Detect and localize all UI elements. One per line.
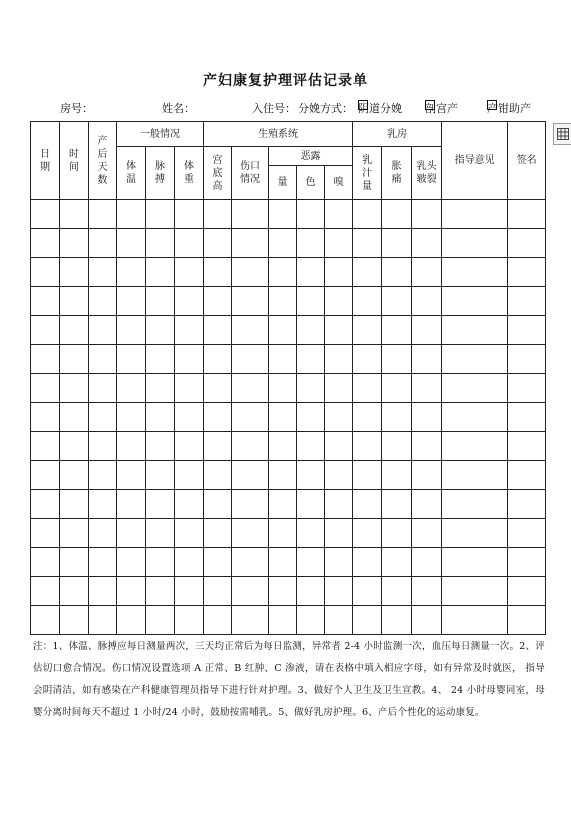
table-cell[interactable]: [31, 374, 60, 403]
table-cell[interactable]: [204, 461, 232, 490]
header-signature: 签名: [508, 122, 546, 200]
table-cell[interactable]: [382, 200, 412, 229]
table-cell[interactable]: [117, 606, 146, 635]
table-cell[interactable]: [31, 606, 60, 635]
table-cell[interactable]: [353, 345, 382, 374]
table-cell[interactable]: [31, 200, 60, 229]
table-cell[interactable]: [297, 461, 325, 490]
assessment-table: [30, 121, 546, 635]
table-cell[interactable]: [175, 403, 204, 432]
table-cell[interactable]: [204, 548, 232, 577]
header-time: 时间: [60, 122, 89, 200]
table-cell[interactable]: [412, 577, 442, 606]
table-cell[interactable]: [204, 403, 232, 432]
table-cell[interactable]: [412, 316, 442, 345]
table-cell[interactable]: [353, 490, 382, 519]
table-cell[interactable]: [353, 461, 382, 490]
table-cell[interactable]: [60, 548, 89, 577]
table-cell[interactable]: [442, 577, 508, 606]
table-cell[interactable]: [269, 287, 297, 316]
table-cell[interactable]: [353, 403, 382, 432]
table-cell[interactable]: [353, 316, 382, 345]
table-cell[interactable]: [146, 287, 175, 316]
table-cell[interactable]: [117, 519, 146, 548]
table-cell[interactable]: [204, 345, 232, 374]
table-cell[interactable]: [146, 345, 175, 374]
table-cell[interactable]: [89, 229, 117, 258]
table-cell[interactable]: [353, 200, 382, 229]
table-cell[interactable]: [325, 403, 353, 432]
header-nipple-crack: 乳头皲裂: [412, 147, 442, 200]
table-cell[interactable]: [442, 229, 508, 258]
table-cell[interactable]: [31, 403, 60, 432]
table-cell[interactable]: [89, 519, 117, 548]
table-cell[interactable]: [89, 316, 117, 345]
table-cell[interactable]: [117, 374, 146, 403]
table-cell[interactable]: [269, 200, 297, 229]
table-cell[interactable]: [508, 229, 546, 258]
table-cell[interactable]: [60, 287, 89, 316]
table-icon[interactable]: [553, 123, 571, 145]
table-cell[interactable]: [297, 519, 325, 548]
table-cell[interactable]: [117, 229, 146, 258]
table-row: [31, 461, 546, 490]
table-cell[interactable]: [508, 461, 546, 490]
table-cell[interactable]: [232, 374, 269, 403]
table-cell[interactable]: [175, 287, 204, 316]
table-cell[interactable]: [146, 229, 175, 258]
table-cell[interactable]: [232, 229, 269, 258]
table-cell[interactable]: [508, 374, 546, 403]
table-cell[interactable]: [353, 432, 382, 461]
table-cell[interactable]: [175, 519, 204, 548]
table-cell[interactable]: [60, 345, 89, 374]
header-general: 一般情况: [117, 122, 204, 147]
table-cell[interactable]: [89, 490, 117, 519]
table-cell[interactable]: [442, 461, 508, 490]
table-cell[interactable]: [60, 490, 89, 519]
table-cell[interactable]: [269, 606, 297, 635]
table-cell[interactable]: [175, 374, 204, 403]
name-label: 姓名：: [162, 102, 195, 115]
table-cell[interactable]: [204, 374, 232, 403]
table-cell[interactable]: [269, 258, 297, 287]
table-cell[interactable]: [175, 316, 204, 345]
table-cell[interactable]: [382, 345, 412, 374]
table-cell[interactable]: [175, 606, 204, 635]
table-cell[interactable]: [269, 374, 297, 403]
table-cell[interactable]: [297, 316, 325, 345]
table-cell[interactable]: [353, 548, 382, 577]
table-cell[interactable]: [89, 548, 117, 577]
table-cell[interactable]: [31, 316, 60, 345]
table-cell[interactable]: [412, 345, 442, 374]
table-cell[interactable]: [269, 548, 297, 577]
table-cell[interactable]: [117, 403, 146, 432]
table-cell[interactable]: [442, 548, 508, 577]
table-cell[interactable]: [31, 229, 60, 258]
table-cell[interactable]: [117, 432, 146, 461]
table-cell[interactable]: [412, 606, 442, 635]
table-cell[interactable]: [117, 258, 146, 287]
table-cell[interactable]: [508, 548, 546, 577]
table-cell[interactable]: [204, 287, 232, 316]
table-cell[interactable]: [442, 200, 508, 229]
table-cell[interactable]: [269, 432, 297, 461]
table-cell[interactable]: [382, 606, 412, 635]
table-cell[interactable]: [89, 287, 117, 316]
table-cell[interactable]: [412, 258, 442, 287]
delivery-option-vaginal[interactable]: 阴道分娩: [358, 102, 402, 115]
table-cell[interactable]: [89, 577, 117, 606]
table-cell[interactable]: [31, 577, 60, 606]
table-grid-icon: [557, 128, 569, 140]
table-cell[interactable]: [508, 577, 546, 606]
table-row: [31, 229, 546, 258]
table-cell[interactable]: [297, 490, 325, 519]
table-cell[interactable]: [297, 548, 325, 577]
table-cell[interactable]: [325, 577, 353, 606]
table-cell[interactable]: [31, 287, 60, 316]
table-cell[interactable]: [60, 229, 89, 258]
checkbox-icon[interactable]: [358, 100, 368, 110]
table-cell[interactable]: [442, 490, 508, 519]
checkbox-icon[interactable]: [487, 100, 497, 110]
table-cell[interactable]: [204, 577, 232, 606]
table-cell[interactable]: [204, 258, 232, 287]
table-cell[interactable]: [31, 345, 60, 374]
table-cell[interactable]: [232, 316, 269, 345]
table-cell[interactable]: [204, 432, 232, 461]
table-row: [31, 287, 546, 316]
table-cell[interactable]: [204, 490, 232, 519]
table-cell[interactable]: [297, 229, 325, 258]
table-cell[interactable]: [508, 432, 546, 461]
table-cell[interactable]: [232, 490, 269, 519]
table-cell[interactable]: [382, 316, 412, 345]
table-cell[interactable]: [175, 229, 204, 258]
table-cell[interactable]: [60, 258, 89, 287]
table-cell[interactable]: [382, 577, 412, 606]
delivery-option-forceps[interactable]: 产钳助产: [487, 102, 531, 115]
table-row: [31, 345, 546, 374]
table-row: [31, 577, 546, 606]
table-cell[interactable]: [31, 258, 60, 287]
table-cell[interactable]: [117, 200, 146, 229]
table-cell[interactable]: [442, 345, 508, 374]
header-pulse: 脉搏: [146, 147, 175, 200]
table-cell[interactable]: [146, 548, 175, 577]
header-fundal-height: 宫底高: [204, 147, 232, 200]
table-cell[interactable]: [325, 287, 353, 316]
header-milk-volume: 乳汁量: [353, 147, 382, 200]
table-cell[interactable]: [382, 374, 412, 403]
table-cell[interactable]: [175, 548, 204, 577]
table-row: [31, 258, 546, 287]
table-cell[interactable]: [325, 548, 353, 577]
table-row: [31, 606, 546, 635]
table-cell[interactable]: [60, 374, 89, 403]
table-cell[interactable]: [60, 403, 89, 432]
table-cell[interactable]: [117, 577, 146, 606]
header-guidance: 指导意见: [442, 122, 508, 200]
table-row: [31, 316, 546, 345]
table-cell[interactable]: [508, 345, 546, 374]
table-cell[interactable]: [297, 432, 325, 461]
patient-info-line: [60, 100, 560, 116]
table-cell[interactable]: [232, 577, 269, 606]
table-cell[interactable]: [325, 461, 353, 490]
table-cell[interactable]: [204, 200, 232, 229]
table-cell[interactable]: [269, 577, 297, 606]
table-cell[interactable]: [382, 461, 412, 490]
delivery-option-cesarean[interactable]: 剖宫产: [425, 102, 458, 115]
table-cell[interactable]: [232, 287, 269, 316]
table-cell[interactable]: [442, 432, 508, 461]
table-cell[interactable]: [412, 548, 442, 577]
table-cell[interactable]: [232, 606, 269, 635]
checkbox-icon[interactable]: [425, 100, 435, 110]
table-cell[interactable]: [353, 229, 382, 258]
table-cell[interactable]: [442, 258, 508, 287]
footnotes: 注：1、体温、脉搏应每日测量两次，三天均正常后为每日监测，异常者 2-4 小时监测一次，血压每日测量一次。2、评估切口愈合情况。伤口情况设置选项 A 正常、B 红肿、C 渗液，请在表格中填入相应字母，如有异常及时就医， 指导会阴清洁，如有感染在产科健康管理员指导下进行针对护理。3、做好个人卫生及卫生宣教。4、 24 小时母婴同室，母婴分离时间每天不超过 1 小时/24 小时，鼓励按需哺乳。5、做好乳房护理。6、产后个性化的运动康复。: [33, 641, 545, 718]
table-cell[interactable]: [232, 200, 269, 229]
header-lochia-color: 色: [297, 166, 325, 200]
header-lochia-smell: 嗅: [325, 166, 353, 200]
table-cell[interactable]: [117, 287, 146, 316]
table-cell[interactable]: [353, 577, 382, 606]
table-cell[interactable]: [297, 345, 325, 374]
table-cell[interactable]: [117, 548, 146, 577]
table-cell[interactable]: [442, 606, 508, 635]
table-cell[interactable]: [442, 403, 508, 432]
table-cell[interactable]: [382, 490, 412, 519]
table-cell[interactable]: [89, 432, 117, 461]
header-temperature: 体温: [117, 147, 146, 200]
table-cell[interactable]: [269, 316, 297, 345]
table-cell[interactable]: [175, 432, 204, 461]
table-cell[interactable]: [89, 374, 117, 403]
table-cell[interactable]: [442, 316, 508, 345]
table-cell[interactable]: [232, 403, 269, 432]
header-lochia: 恶露: [269, 147, 353, 166]
table-cell[interactable]: [89, 403, 117, 432]
table-cell[interactable]: [353, 287, 382, 316]
header-wound: 伤口情况: [232, 147, 269, 200]
table-cell[interactable]: [175, 258, 204, 287]
table-cell[interactable]: [204, 316, 232, 345]
table-cell[interactable]: [146, 490, 175, 519]
delivery-label: 分娩方式：: [298, 102, 353, 115]
table-cell[interactable]: [412, 200, 442, 229]
table-cell[interactable]: [89, 606, 117, 635]
table-cell[interactable]: [508, 606, 546, 635]
table-cell[interactable]: [325, 229, 353, 258]
table-cell[interactable]: [508, 200, 546, 229]
table-cell[interactable]: [412, 490, 442, 519]
table-cell[interactable]: [508, 258, 546, 287]
table-cell[interactable]: [325, 345, 353, 374]
table-cell[interactable]: [146, 606, 175, 635]
table-cell[interactable]: [232, 258, 269, 287]
table-cell[interactable]: [232, 461, 269, 490]
table-cell[interactable]: [60, 432, 89, 461]
header-engorgement: 胀痛: [382, 147, 412, 200]
table-cell[interactable]: [146, 432, 175, 461]
table-cell[interactable]: [117, 316, 146, 345]
header-date: 日期: [31, 122, 60, 200]
table-cell[interactable]: [412, 374, 442, 403]
table-cell[interactable]: [117, 461, 146, 490]
table-cell[interactable]: [232, 432, 269, 461]
table-cell[interactable]: [297, 200, 325, 229]
table-cell[interactable]: [89, 258, 117, 287]
table-cell[interactable]: [60, 461, 89, 490]
table-cell[interactable]: [89, 345, 117, 374]
table-cell[interactable]: [382, 432, 412, 461]
table-cell[interactable]: [297, 374, 325, 403]
table-cell[interactable]: [60, 200, 89, 229]
table-cell[interactable]: [297, 287, 325, 316]
table-cell[interactable]: [31, 461, 60, 490]
table-cell[interactable]: [325, 200, 353, 229]
table-cell[interactable]: [146, 316, 175, 345]
table-cell[interactable]: [412, 403, 442, 432]
table-cell[interactable]: [175, 200, 204, 229]
table-cell[interactable]: [508, 490, 546, 519]
table-cell[interactable]: [146, 403, 175, 432]
table-cell[interactable]: [412, 229, 442, 258]
table-cell[interactable]: [325, 490, 353, 519]
table-cell[interactable]: [204, 606, 232, 635]
table-cell[interactable]: [204, 229, 232, 258]
table-cell[interactable]: [269, 345, 297, 374]
table-row: [31, 200, 546, 229]
table-row: [31, 490, 546, 519]
table-cell[interactable]: [175, 577, 204, 606]
table-cell[interactable]: [297, 577, 325, 606]
table-cell[interactable]: [382, 287, 412, 316]
table-cell[interactable]: [353, 374, 382, 403]
table-cell[interactable]: [382, 548, 412, 577]
table-cell[interactable]: [297, 403, 325, 432]
table-cell[interactable]: [412, 432, 442, 461]
table-cell[interactable]: [175, 345, 204, 374]
table-cell[interactable]: [204, 519, 232, 548]
table-cell[interactable]: [382, 258, 412, 287]
table-cell[interactable]: [297, 606, 325, 635]
table-cell[interactable]: [508, 316, 546, 345]
name-field: [162, 100, 195, 116]
header-lochia-amount: 量: [269, 166, 297, 200]
table-cell[interactable]: [325, 258, 353, 287]
table-row: [31, 374, 546, 403]
table-cell[interactable]: [412, 287, 442, 316]
table-cell[interactable]: [232, 345, 269, 374]
table-cell[interactable]: [31, 548, 60, 577]
table-cell[interactable]: [31, 432, 60, 461]
table-cell[interactable]: [31, 490, 60, 519]
table-cell[interactable]: [508, 287, 546, 316]
table-cell[interactable]: [297, 258, 325, 287]
table-cell[interactable]: [60, 519, 89, 548]
table-cell[interactable]: [353, 606, 382, 635]
table-cell[interactable]: [442, 374, 508, 403]
header-postpartum-days: 产后天数: [89, 122, 117, 200]
table-row: [31, 519, 546, 548]
table-cell[interactable]: [508, 403, 546, 432]
table-cell[interactable]: [146, 200, 175, 229]
table-cell[interactable]: [269, 519, 297, 548]
table-cell[interactable]: [60, 316, 89, 345]
form-title: 产妇康复护理评估记录单: [203, 73, 368, 89]
table-cell[interactable]: [117, 345, 146, 374]
table-cell[interactable]: [146, 577, 175, 606]
table-cell[interactable]: [117, 490, 146, 519]
table-cell[interactable]: [89, 461, 117, 490]
table-cell[interactable]: [412, 461, 442, 490]
table-cell[interactable]: [382, 519, 412, 548]
table-cell[interactable]: [232, 519, 269, 548]
table-cell[interactable]: [442, 519, 508, 548]
room-field: [60, 100, 93, 116]
table-cell[interactable]: [269, 461, 297, 490]
admit-label: 入住号：: [252, 102, 296, 115]
table-cell[interactable]: [60, 577, 89, 606]
table-row: [31, 548, 546, 577]
table-cell[interactable]: [269, 229, 297, 258]
header-breast: 乳房: [353, 122, 442, 147]
table-cell[interactable]: [325, 374, 353, 403]
table-cell[interactable]: [60, 606, 89, 635]
table-cell[interactable]: [146, 461, 175, 490]
table-cell[interactable]: [353, 258, 382, 287]
table-cell[interactable]: [442, 287, 508, 316]
table-cell[interactable]: [175, 490, 204, 519]
table-cell[interactable]: [508, 519, 546, 548]
table-cell[interactable]: [146, 258, 175, 287]
table-cell[interactable]: [325, 519, 353, 548]
table-cell[interactable]: [269, 403, 297, 432]
table-row: [31, 403, 546, 432]
table-cell[interactable]: [269, 490, 297, 519]
table-cell[interactable]: [89, 200, 117, 229]
table-cell[interactable]: [146, 374, 175, 403]
room-label: 房号：: [60, 102, 93, 115]
table-cell[interactable]: [232, 548, 269, 577]
table-cell[interactable]: [325, 606, 353, 635]
header-reproductive: 生殖系统: [204, 122, 353, 147]
table-row: [31, 432, 546, 461]
table-cell[interactable]: [31, 519, 60, 548]
table-cell[interactable]: [325, 432, 353, 461]
table-cell[interactable]: [382, 403, 412, 432]
table-cell[interactable]: [382, 229, 412, 258]
table-cell[interactable]: [175, 461, 204, 490]
table-cell[interactable]: [353, 519, 382, 548]
table-cell[interactable]: [146, 519, 175, 548]
header-weight: 体重: [175, 147, 204, 200]
table-cell[interactable]: [325, 316, 353, 345]
table-cell[interactable]: [412, 519, 442, 548]
